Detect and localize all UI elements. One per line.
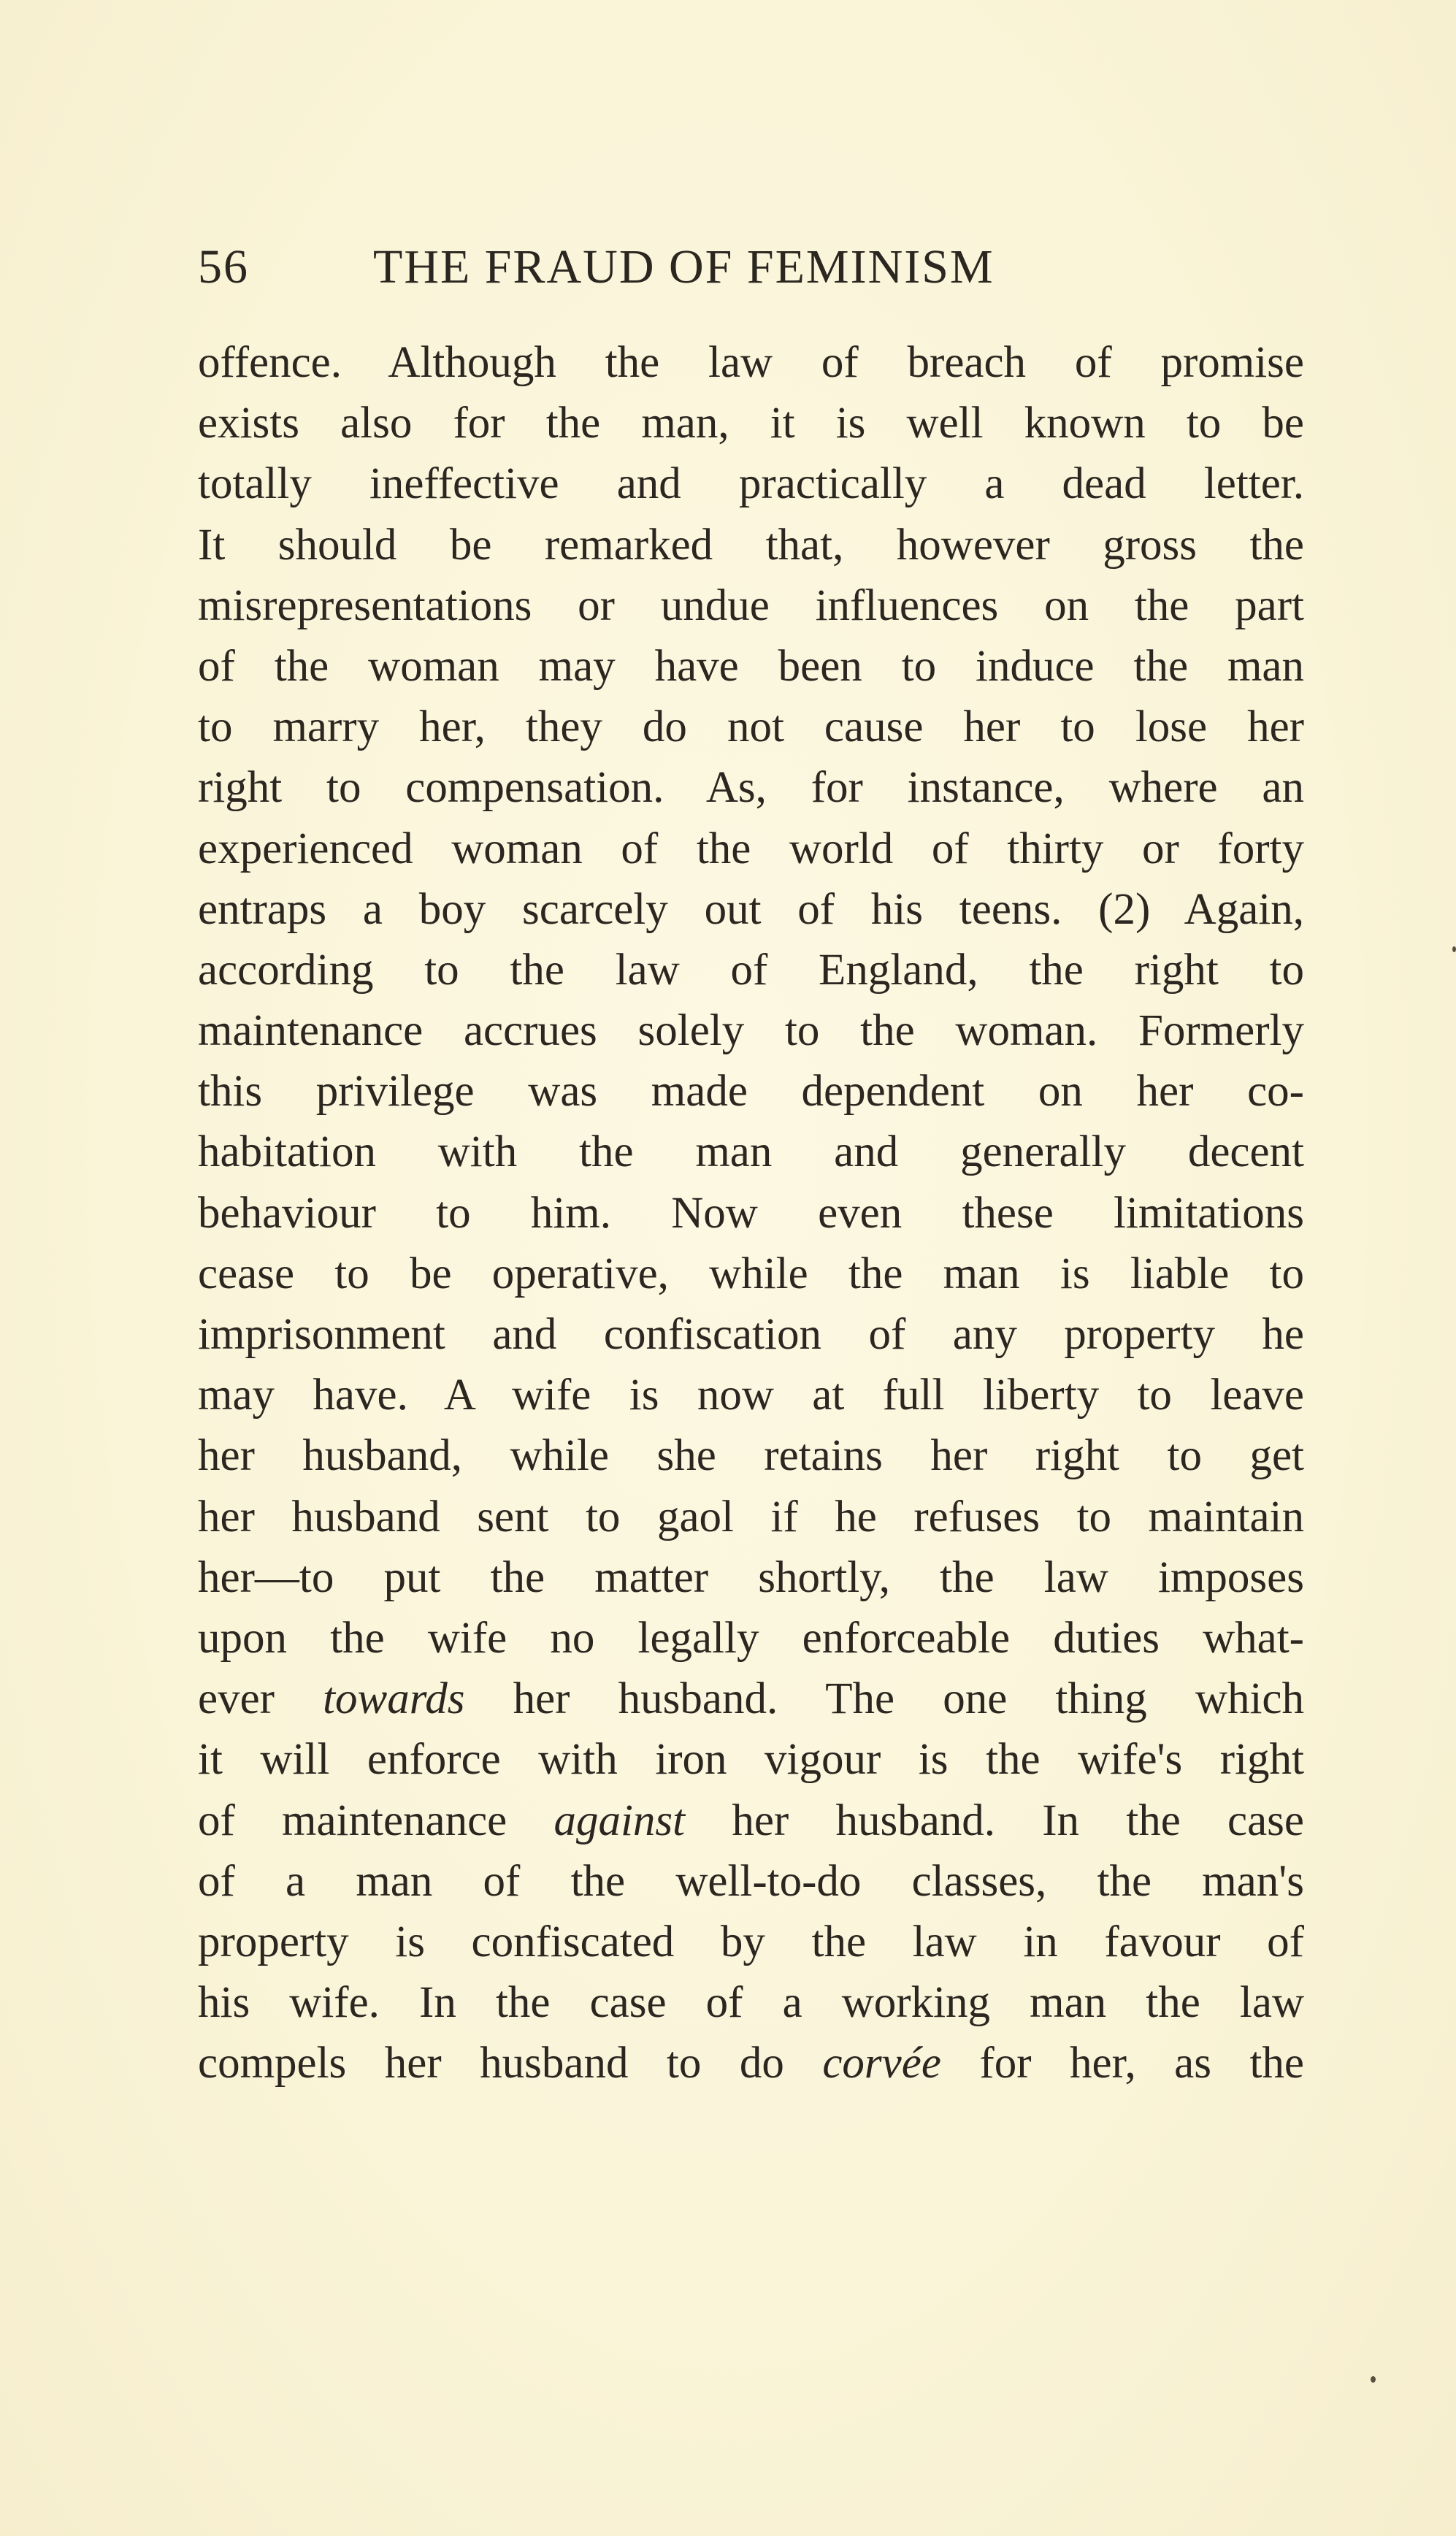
running-title: THE FRAUD OF FEMINISM: [373, 240, 995, 294]
text-segment: her husband. The one thing which: [464, 1674, 1305, 1724]
text-line: [198, 1729, 1304, 1790]
text-line: [198, 940, 1304, 1000]
italic-word: corvée: [822, 2039, 941, 2088]
body-text: [198, 332, 1304, 2093]
text-line: [198, 393, 1304, 453]
text-segment: compels her husband to do: [198, 2039, 823, 2088]
text-segment: her husband, while she retains her right to get: [198, 1431, 1304, 1481]
text-segment: of the woman may have been to induce the man: [198, 641, 1304, 691]
text-line: [198, 1912, 1304, 1972]
page-header: [198, 231, 1304, 304]
text-line: [198, 1851, 1304, 1912]
text-segment: experienced woman of the world of thirty or forty: [198, 824, 1304, 873]
text-line: [198, 1244, 1304, 1304]
text-line: [198, 1122, 1304, 1182]
text-segment: of a man of the well-to-do classes, the man's: [198, 1856, 1304, 1906]
text-line: [198, 757, 1304, 818]
text-segment: his wife. In the case of a working man the law: [198, 1978, 1304, 2028]
text-segment: her husband. In the case: [685, 1796, 1304, 1845]
text-segment: her husband sent to gaol if he refuses to maintain: [198, 1492, 1304, 1541]
text-segment: for her, as the: [940, 2039, 1304, 2088]
text-segment: cease to be operative, while the man is liable to: [198, 1249, 1304, 1298]
text-line: [198, 332, 1304, 393]
text-line: [198, 1183, 1304, 1244]
text-line: [198, 636, 1304, 697]
text-segment: it will enforce with iron vigour is the wife's right: [198, 1735, 1304, 1785]
text-segment: ever: [198, 1674, 323, 1724]
text-line: [198, 1608, 1304, 1669]
text-line: [198, 1487, 1304, 1547]
text-segment: maintenance accrues solely to the woman. Formerly: [198, 1006, 1304, 1056]
text-segment: behaviour to him. Now even these limitations: [198, 1188, 1304, 1238]
text-segment: to marry her, they do not cause her to lose her: [198, 702, 1304, 752]
text-line: [198, 1365, 1304, 1425]
text-line: [198, 1000, 1304, 1061]
text-segment: imprisonment and confiscation of any property he: [198, 1310, 1304, 1359]
text-line: [198, 1790, 1304, 1851]
text-segment: totally ineffective and practically a dead letter.: [198, 459, 1304, 509]
text-line: [198, 1425, 1304, 1486]
text-segment: of maintenance: [198, 1796, 554, 1845]
text-segment: exists also for the man, it is well known to be: [198, 399, 1304, 448]
text-line: [198, 1304, 1304, 1365]
paper-speck: [1371, 2376, 1376, 2383]
text-segment: this privilege was made dependent on her co-: [198, 1067, 1304, 1116]
text-segment: right to compensation. As, for instance, where an: [198, 763, 1304, 813]
text-line: [198, 515, 1304, 575]
text-line: [198, 453, 1304, 514]
text-segment: It should be remarked that, however gross the: [198, 520, 1304, 570]
text-segment: according to the law of England, the right to: [198, 945, 1304, 995]
page-number: 56: [198, 240, 249, 294]
paper-speck: [1452, 946, 1456, 952]
text-line: [198, 697, 1304, 757]
text-line: [198, 819, 1304, 879]
text-segment: upon the wife no legally enforceable duties what-: [198, 1613, 1304, 1663]
text-segment: misrepresentations or undue influences on the part: [198, 581, 1304, 630]
text-line: [198, 1547, 1304, 1608]
text-segment: habitation with the man and generally decent: [198, 1127, 1304, 1177]
text-segment: her—to put the matter shortly, the law imposes: [198, 1552, 1304, 1602]
italic-word: against: [553, 1796, 686, 1845]
text-segment: property is confiscated by the law in favour of: [198, 1917, 1304, 1966]
text-segment: may have. A wife is now at full liberty to leave: [198, 1371, 1304, 1420]
text-line: [198, 2033, 1304, 2093]
text-line: [198, 575, 1304, 636]
italic-word: towards: [323, 1674, 465, 1724]
text-line: [198, 1669, 1304, 1729]
text-segment: entraps a boy scarcely out of his teens. (2) Again,: [198, 884, 1304, 934]
text-line: [198, 1061, 1304, 1122]
text-line: [198, 1972, 1304, 2033]
text-segment: offence. Although the law of breach of promise: [198, 338, 1304, 387]
text-line: [198, 879, 1304, 940]
